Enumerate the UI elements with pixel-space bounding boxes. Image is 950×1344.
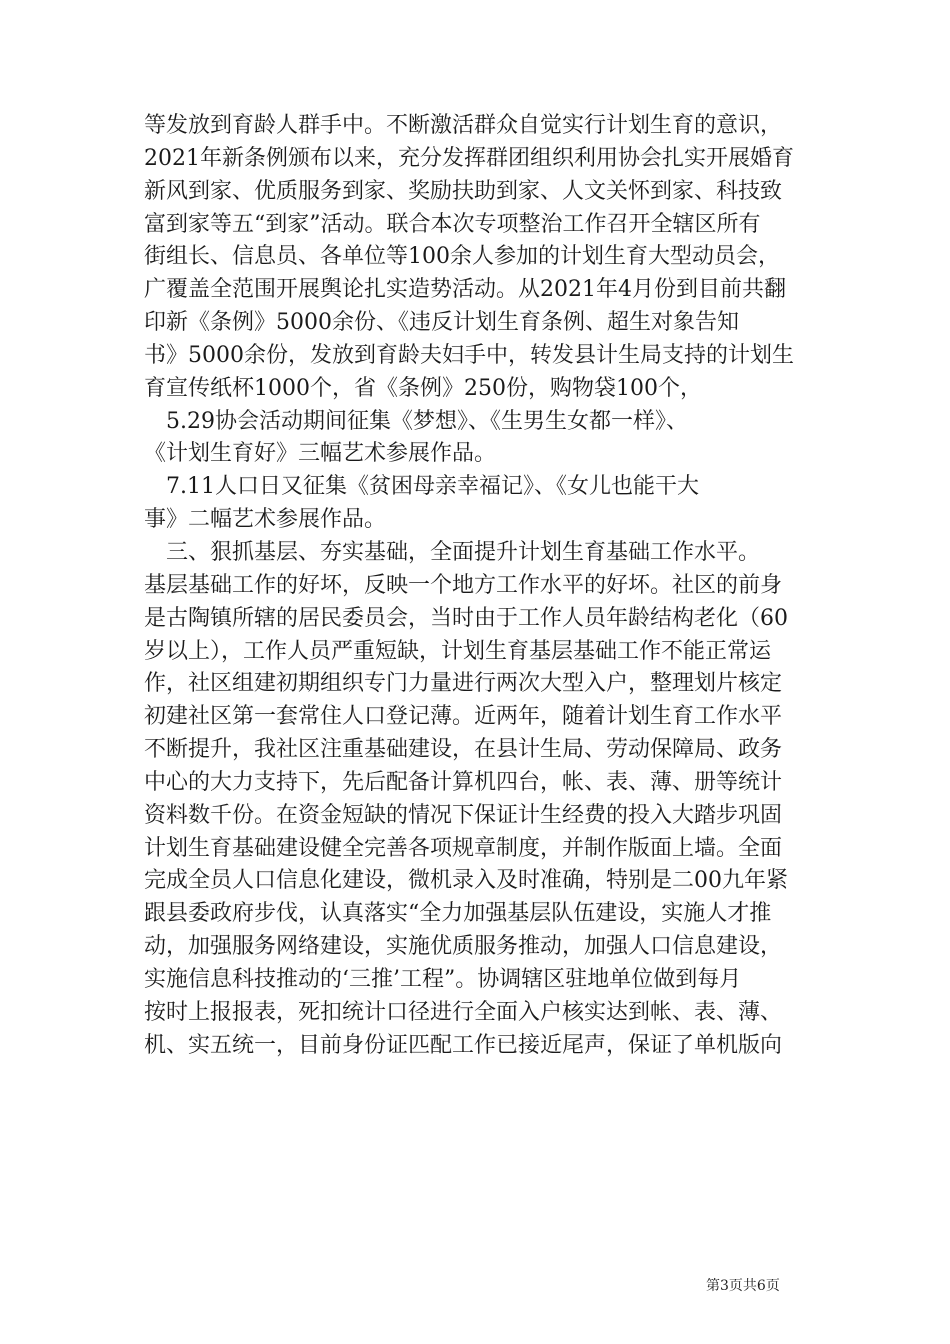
text-line: 7.11人口日又征集《贫困母亲幸福记》、《女儿也能干大 — [144, 474, 699, 500]
text-line: 作，社区组建初期组织专门力量进行两次大型入户，整理划片核定 — [144, 671, 783, 697]
text-line: 事》二幅艺术参展作品。 — [144, 507, 387, 533]
text-line: 基层基础工作的好坏，反映一个地方工作水平的好坏。社区的前身 — [144, 572, 783, 598]
text-line: 机、实五统一，目前身份证匹配工作已接近尾声，保证了单机版向 — [144, 1032, 783, 1058]
text-line: 资料数千份。在资金短缺的情况下保证计生经费的投入大踏步巩固 — [144, 802, 783, 828]
text-line: 2021年新条例颁布以来，充分发挥群团组织利用协会扎实开展婚育 — [144, 145, 794, 171]
body-text — [144, 110, 820, 1062]
text-line: 动，加强服务网络建设，实施优质服务推动，加强人口信息建设， — [144, 934, 783, 960]
text-line: 5.29协会活动期间征集《梦想》、《生男生女都一样》、 — [144, 408, 688, 434]
text-line: 广覆盖全范围开展舆论扎实造势活动。从2021年4月份到目前共翻 — [144, 277, 786, 303]
text-line: 岁以上），工作人员严重短缺，计划生育基层基础工作不能正常运 — [144, 638, 772, 664]
text-line: 育宣传纸杯1000个，省《条例》250份，购物袋100个， — [144, 375, 702, 401]
text-line: 书》5000余份，发放到育龄夫妇手中，转发县计生局支持的计划生 — [144, 342, 794, 368]
text-line: 《计划生育好》三幅艺术参展作品。 — [144, 441, 497, 467]
text-line: 中心的大力支持下，先后配备计算机四台，帐、表、薄、册等统计 — [144, 769, 783, 795]
text-line: 跟县委政府步伐，认真落实“全力加强基层队伍建设，实施人才推 — [144, 901, 772, 927]
text-line: 初建社区第一套常住人口登记薄。近两年，随着计划生育工作水平 — [144, 704, 783, 730]
text-line: 按时上报报表，死扣统计口径进行全面入户核实达到帐、表、薄、 — [144, 999, 783, 1025]
text-line: 是古陶镇所辖的居民委员会，当时由于工作人员年龄结构老化（60 — [144, 605, 788, 631]
text-line: 富到家等五“到家”活动。联合本次专项整治工作召开全辖区所有 — [144, 211, 761, 237]
text-line: 印新《条例》5000余份、《违反计划生育条例、超生对象告知 — [144, 310, 739, 336]
text-line: 街组长、信息员、各单位等100余人参加的计划生育大型动员会， — [144, 244, 780, 270]
text-line: 完成全员人口信息化建设，微机录入及时准确，特别是二00九年紧 — [144, 868, 788, 894]
text-line: 不断提升，我社区注重基础建设，在县计生局、劳动保障局、政务 — [144, 737, 783, 763]
text-line: 新风到家、优质服务到家、奖励扶助到家、人文关怀到家、科技致 — [144, 178, 783, 204]
text-line: 等发放到育龄人群手中。不断激活群众自觉实行计划生育的意识， — [144, 113, 783, 138]
page-number: 第3页共6页 — [706, 1278, 780, 1294]
text-line: 计划生育基础建设健全完善各项规章制度，并制作版面上墙。全面 — [144, 835, 783, 861]
text-line: 三、狠抓基层、夯实基础，全面提升计划生育基础工作水平。 — [144, 539, 761, 565]
text-line: 实施信息科技推动的‘三推’工程”。协调辖区驻地单位做到每月 — [144, 966, 742, 992]
